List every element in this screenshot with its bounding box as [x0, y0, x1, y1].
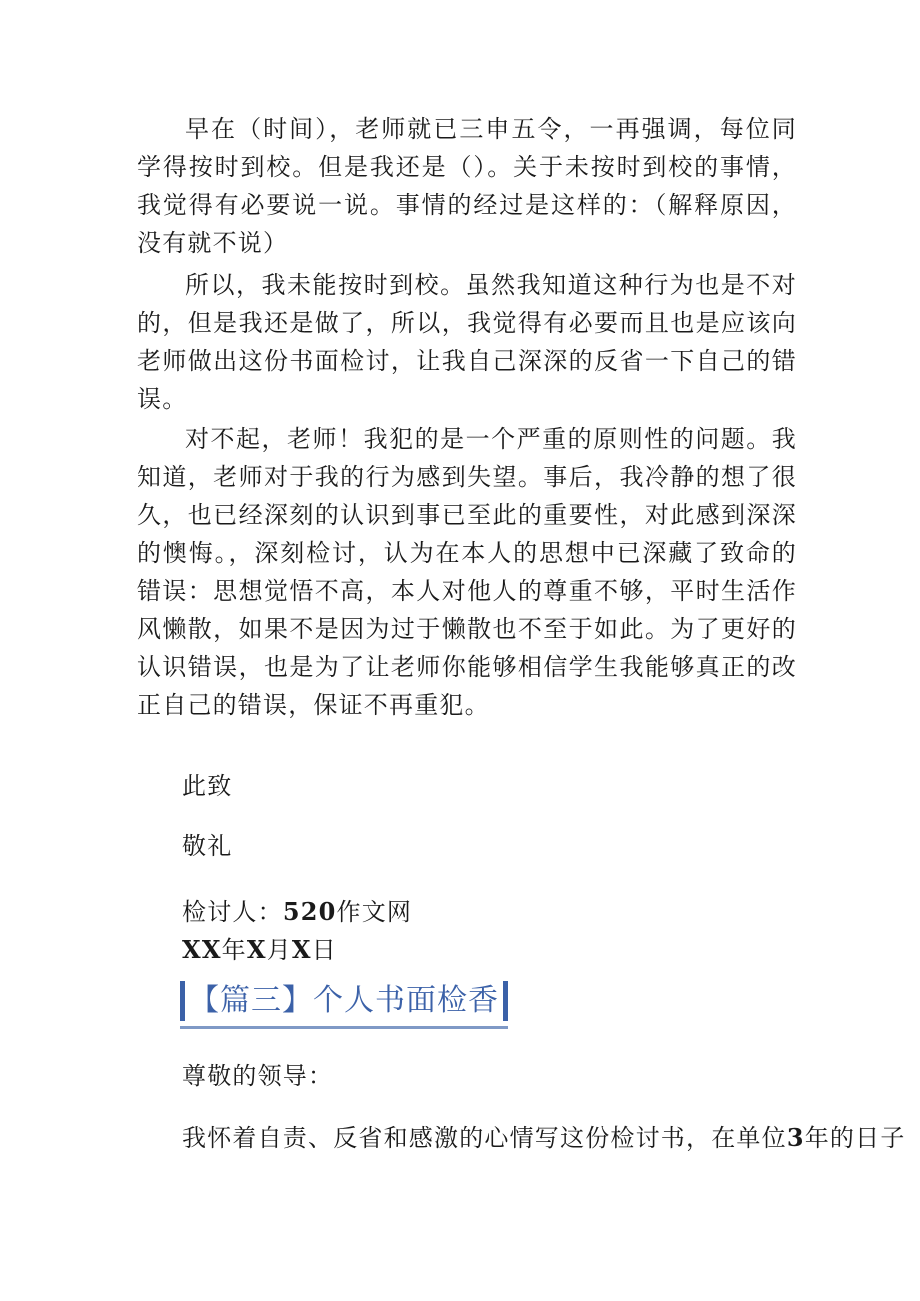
date-xx: XX: [182, 935, 222, 964]
letter-intro-num: 3: [786, 1123, 805, 1152]
paragraph-3: 对不起，老师！我犯的是一个严重的原则性的问题。我知道，老师对于我的行为感到失望。事后，我冷静的想了很久，也已经深刻的认识到事已至此的重要性，对此感到深深的懊悔。，深刻检讨，认为在本人的思想中已深藏了致命的错误：思想觉悟不高，本人对他人的尊重不够，平时生活作风懒散，如果不是因为过于懒散也不至于如此。为了更好的认识错误，也是为了让老师你能够相信学生我能够真正的改正自己的错误，保证不再重犯。: [137, 425, 797, 719]
closing-salute-1: 此致: [182, 772, 233, 800]
paragraph-2: 所以，我未能按时到校。虽然我知道这种行为也是不对的，但是我还是做了，所以，我觉得有必要而且也是应该向老师做出这份书面检讨，让我自己深深的反省一下自己的错误。: [137, 271, 797, 413]
heading-right-bar: [503, 981, 508, 1021]
letter-intro-b: 年的日子: [804, 1124, 906, 1152]
letter-intro-a: 我怀着自责、反省和感激的心情写这份检讨书，在单位: [182, 1124, 787, 1152]
author-site: 作文网: [336, 898, 413, 926]
date-x2: X: [291, 935, 312, 964]
author-line: [182, 896, 412, 928]
section-heading-text: 【篇三】个人书面检香: [189, 983, 499, 1018]
date-year: 年: [221, 936, 247, 964]
author-label: 检讨人：: [182, 898, 283, 926]
date-line: [182, 934, 337, 966]
date-month: 月: [266, 936, 292, 964]
section-heading[interactable]: [180, 978, 508, 1029]
paragraph-1: 早在（时间），老师就已三申五令，一再强调，每位同学得按时到校。但是我还是（）。关于未按时到校的事情，我觉得有必要说一说。事情的经过是这样的：（解释原因，没有就不说）: [137, 115, 797, 257]
date-x1: X: [246, 935, 267, 964]
date-day: 日: [311, 936, 337, 964]
letter-intro: [182, 1122, 906, 1154]
letter-greeting: 尊敬的领导：: [182, 1062, 334, 1090]
closing-salute-2: 敬礼: [182, 832, 233, 860]
author-name: 520: [282, 897, 337, 926]
